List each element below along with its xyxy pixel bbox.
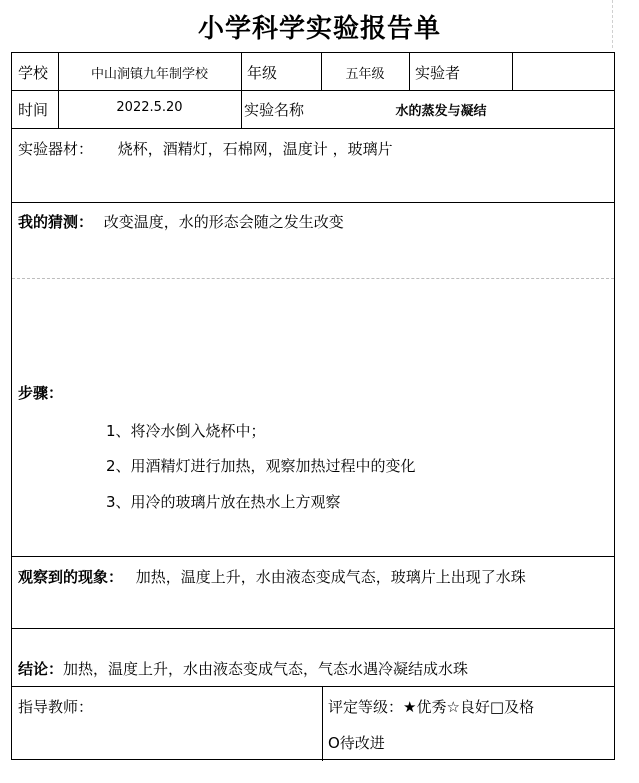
equipment-value: 烧杯，酒精灯，石棉网，温度计 ，玻璃片 (117, 140, 393, 158)
row-divider-dashed (12, 278, 614, 279)
row-divider (12, 686, 614, 687)
observation-value: 加热，温度上升，水由液态变成气态，玻璃片上出现了水珠 (135, 568, 526, 586)
experiment-name-value: 水的蒸发与凝结 (395, 104, 487, 119)
col-divider (409, 53, 410, 90)
steps-label: 步骤： (18, 384, 64, 402)
guess-value: 改变温度，水的形态会随之发生改变 (103, 213, 344, 231)
teacher-label: 指导教师： (18, 698, 94, 716)
rating-option-pass[interactable]: □及格 (489, 698, 535, 716)
grade-value: 五年级 (345, 67, 385, 82)
conclusion-value: 加热，温度上升，水由液态变成气态，气态水遇冷凝结成水珠 (63, 660, 469, 678)
guess-label: 我的猜测： (18, 213, 94, 231)
experimenter-label: 实验者 (415, 64, 461, 82)
equipment-row (18, 138, 393, 159)
row-divider (12, 556, 614, 557)
time-label: 时间 (18, 101, 49, 119)
guess-row (18, 211, 344, 232)
conclusion-row (18, 658, 468, 679)
row-divider (12, 90, 614, 91)
observation-row (18, 566, 526, 587)
observation-label: 观察到的现象： (18, 568, 124, 586)
col-divider (322, 686, 323, 761)
equipment-label: 实验器材： (18, 140, 94, 158)
time-value: 2022.5.20 (116, 100, 183, 115)
step-item: 2、用酒精灯进行加热，观察加热过程中的变化 (106, 457, 416, 475)
rating-label: 评定等级： (328, 698, 404, 716)
rating-option-good[interactable]: ☆良好 (446, 698, 490, 716)
col-divider (512, 53, 513, 90)
experiment-name-label: 实验名称 (244, 101, 305, 119)
rating-option-excellent[interactable]: ★优秀 (403, 698, 447, 716)
rating-row (328, 696, 534, 717)
sheet-gridline (612, 0, 613, 48)
conclusion-label: 结论： (18, 660, 64, 678)
row-divider (12, 628, 614, 629)
school-value: 中山涧镇九年制学校 (90, 67, 208, 82)
rating-option-improve[interactable]: O待改进 (328, 734, 385, 752)
school-label: 学校 (18, 64, 49, 82)
row-divider (12, 128, 614, 129)
grade-label: 年级 (247, 64, 278, 82)
report-table (11, 52, 615, 760)
col-divider (241, 53, 242, 128)
step-item: 1、将冷水倒入烧杯中； (106, 422, 266, 440)
step-item: 3、用冷的玻璃片放在热水上方观察 (106, 493, 341, 511)
row-divider (12, 202, 614, 203)
report-title: 小学科学实验报告单 (197, 14, 441, 44)
